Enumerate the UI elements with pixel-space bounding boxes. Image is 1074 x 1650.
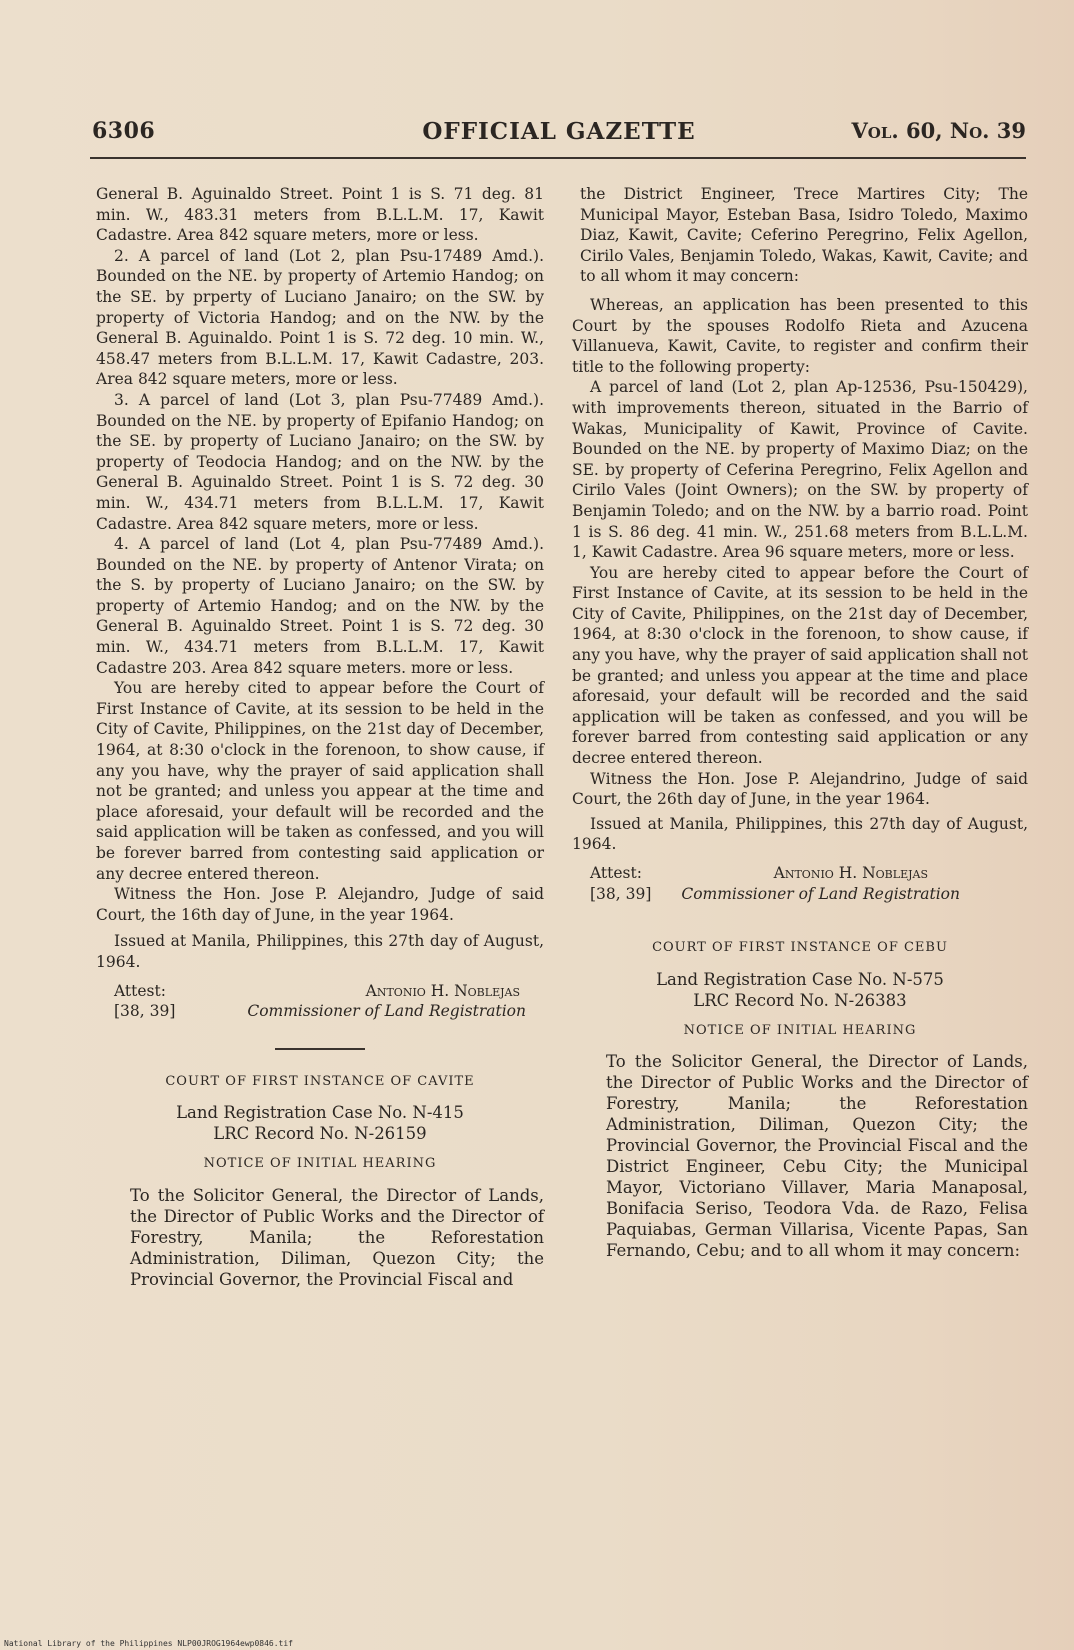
paragraph: You are hereby cited to appear before the Court of First Instance of Cavite, at its session to be held in the City of Cavite, Philippines, on the 21st day of December, 1964, at 8:30 o'clock in the forenoon, to show cause, if any you have, why the prayer of said application shall not be granted; and unless you appear at the time and place aforesaid, your default will be recorded and the said application will be taken as confessed, and you will be forever barred from contesting said application or any decree entered thereon.	[96, 679, 544, 883]
addressees: To the Solicitor General, the Director of Lands, the Director of Public Works and the Director of Forestry, Manila; the Reforestation Administration, Diliman, Quezon City; the Provincial Governor, the Provincial Fiscal and	[130, 1185, 544, 1289]
case-number: Land Registration Case No. N-575	[656, 969, 944, 989]
right-column	[572, 184, 1028, 1261]
page-number: 6306	[92, 118, 156, 144]
paragraph: Issued at Manila, Philippines, this 27th day of August, 1964.	[96, 932, 544, 971]
paragraph: Issued at Manila, Philippines, this 27th day of August, 1964.	[572, 814, 1028, 854]
attest-label: Attest:	[590, 864, 642, 882]
attest-title: Commissioner of Land Registration	[681, 884, 960, 903]
court-heading: COURT OF FIRST INSTANCE OF CEBU	[652, 940, 948, 956]
attest-line	[96, 981, 544, 1002]
paragraph: the District Engineer, Trece Martires City; The Municipal Mayor, Esteban Basa, Isidro Toledo, Maximo Diaz, Kawit, Cavite; Ceferino Peregrino, Felix Agellon, Cirilo Vales, Benjamin Toledo, Wakas, Kawit, Cavite; and to all whom it may concern:	[580, 185, 1028, 286]
paragraph: General B. Aguinaldo Street. Point 1 is S. 71 deg. 81 min. W., 483.31 meters from B.L.L.M. 17, Kawit Cadastre. Area 842 square meters, more or less.	[96, 185, 544, 245]
lrc-record-number: LRC Record No. N-26383	[693, 990, 907, 1010]
attest-title-line	[572, 884, 1028, 905]
left-column	[96, 184, 544, 1290]
reference: [38, 39]	[114, 1002, 176, 1021]
lrc-record-number: LRC Record No. N-26159	[213, 1124, 427, 1144]
attest-title: Commissioner of Land Registration	[247, 1002, 526, 1021]
paragraph: Witness the Hon. Jose P. Alejandrino, Judge of said Court, the 26th day of June, in the year 1964.	[572, 769, 1028, 809]
attest-name: Antonio H. Noblejas	[773, 864, 928, 882]
court-heading: COURT OF FIRST INSTANCE OF CAVITE	[165, 1073, 475, 1089]
section-divider	[275, 1048, 365, 1050]
paragraph: 2. A parcel of land (Lot 2, plan Psu-17489 Amd.). Bounded on the NE. by property of Artemio Handog; on the SE. by prperty of Luciano Janairo; on the SW. by property of Victoria Handog; and on the NW. by the General B. Aguinaldo. Point 1 is S. 72 deg. 10 min. W., 458.47 meters from B.L.L.M. 17, Kawit Cadastre, 203. Area 842 square meters, more or less.	[96, 246, 544, 389]
paragraph: 3. A parcel of land (Lot 3, plan Psu-77489 Amd.). Bounded on the NE. by property of Epifanio Handog; on the SE. by property of Luciano Janairo; on the SW. by property of Teodocia Handog; and on the NW. by the General B. Aguinaldo Street. Point 1 is S. 72 deg. 30 min. W., 434.71 meters from B.L.L.M. 17, Kawit Cadastre. Area 842 square meters, more or less.	[96, 390, 544, 533]
paragraph: Witness the Hon. Jose P. Alejandro, Judge of said Court, the 16th day of June, in the year 1964.	[96, 885, 544, 924]
attest-label: Attest:	[114, 981, 166, 1000]
paragraph: You are hereby cited to appear before the Court of First Instance of Cavite, at its session to be held in the City of Cavite, Philippines, on the 21st day of December, 1964, at 8:30 o'clock in the forenoon, to show cause, if any you have, why the prayer of said application shall not be granted; and unless you appear at the time and place aforesaid, your default will be recorded and the said application will be taken as confessed, and you will be forever barred from contesting said application or any decree entered thereon.	[572, 563, 1028, 768]
notice-heading: NOTICE OF INITIAL HEARING	[683, 1022, 917, 1038]
header-rule	[90, 157, 1026, 159]
case-number: Land Registration Case No. N-415	[176, 1103, 464, 1123]
attest-name: Antonio H. Noblejas	[365, 981, 520, 1000]
volume-number: Vol. 60, No. 39	[851, 118, 1026, 143]
addressees: To the Solicitor General, the Director of Lands, the Director of Public Works and the Director of Forestry, Manila; the Reforestation Administration, Diliman, Quezon City; the Provincial Governor, the Provincial Fiscal and the District Engineer, Cebu City; the Municipal Mayor, Victoriano Villaver, Maria Manaposal, Bonifacia Seriso, Teodora Vda. de Razo, Felisa Paquiabas, German Villarisa, Vicente Papas, San Fernando, Cebu; and to all whom it may concern:	[606, 1052, 1028, 1261]
attest-title-line	[96, 1001, 544, 1022]
scan-footer: National Library of the Philippines NLP00JROG1964ewp0846.tif	[4, 1639, 293, 1648]
publication-title: OFFICIAL GAZETTE	[422, 118, 696, 145]
attest-line	[572, 863, 1028, 884]
paragraph: Whereas, an application has been presented to this Court by the spouses Rodolfo Rieta and Azucena Villanueva, Kawit, Cavite, to register and confirm their title to the following property:	[572, 295, 1028, 376]
paragraph: A parcel of land (Lot 2, plan Ap-12536, Psu-150429), with improvements thereon, situated in the Barrio of Wakas, Municipality of Kawit, Province of Cavite. Bounded on the NE. by property of Maximo Diaz; on the SE. by property of Ceferina Peregrino, Felix Agellon and Cirilo Vales (Joint Owners); on the SW. by property of Benjamin Toledo; and on the NW. by a barrio road. Point 1 is S. 86 deg. 41 min. W., 251.68 meters from B.L.L.M. 1, Kawit Cadastre. Area 96 square meters, more or less.	[572, 378, 1028, 562]
page-header	[92, 118, 1026, 152]
reference: [38, 39]	[590, 884, 652, 903]
paragraph: 4. A parcel of land (Lot 4, plan Psu-77489 Amd.). Bounded on the NE. by property of Antenor Virata; on the S. by property of Luciano Janairo; on the SW. by property of Artemio Handog; and on the NW. by the General B. Aguinaldo Street. Point 1 is S. 72 deg. 30 min. W., 434.71 meters from B.L.L.M. 17, Kawit Cadastre 203. Area 842 square meters. more or less.	[96, 535, 544, 677]
notice-heading: NOTICE OF INITIAL HEARING	[203, 1156, 437, 1172]
